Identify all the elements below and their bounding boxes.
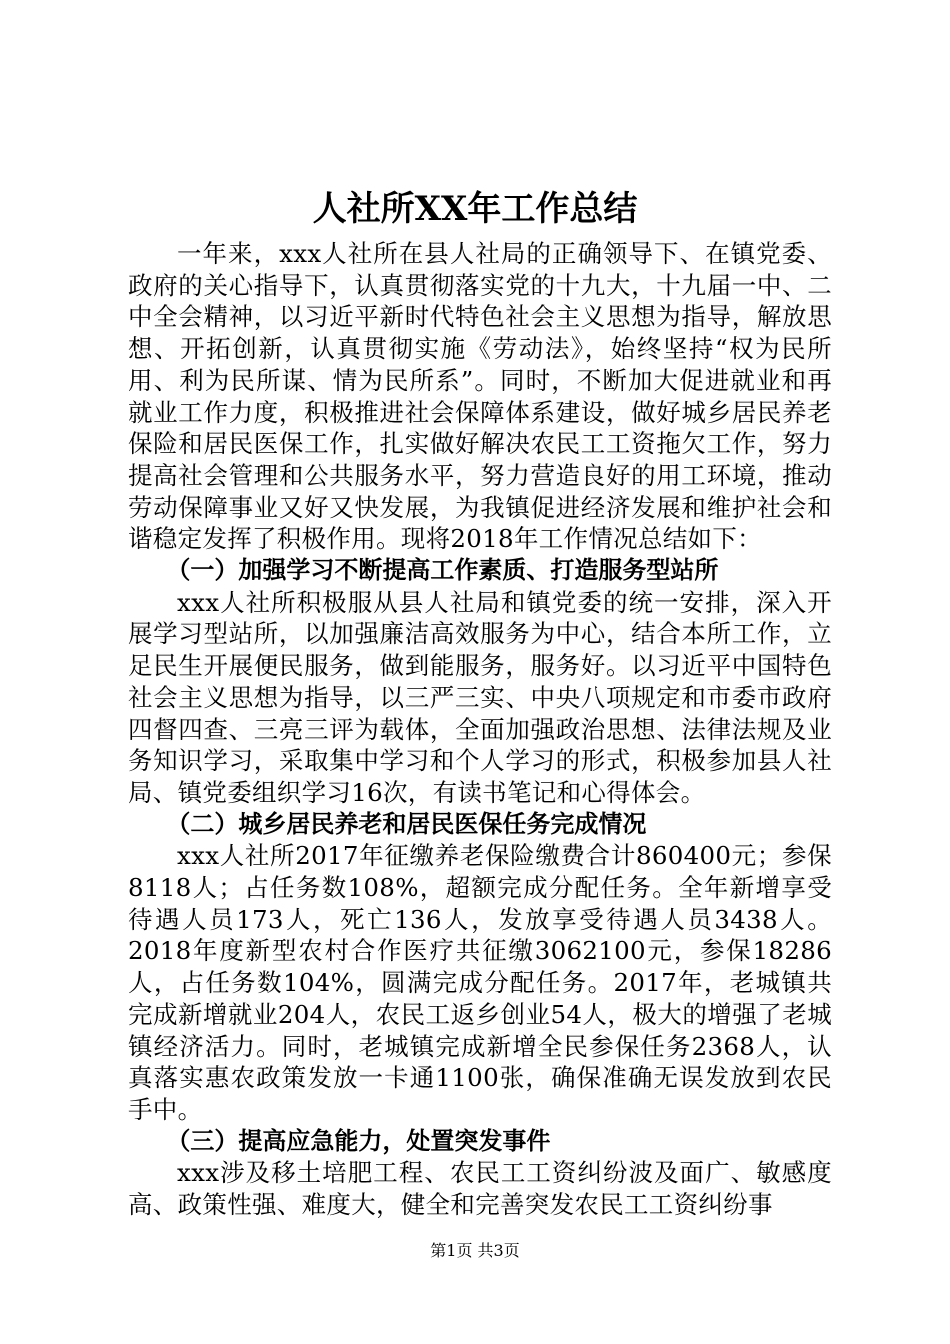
section-paragraph-1: xxx人社所积极服从县人社局和镇党委的统一安排，深入开展学习型站所，以加强廉洁高效服务为中心，结合本所工作，立足民生开展便民服务，做到能服务，服务好。以习近平中国特色社会主义思想为指导，以三严三实、中央八项规定和市委市政府四督四查、三亮三评为载体，全面加强政治思想、法律法规及业务知识学习，采取集中学习和个人学习的形式，积极参加县人社局、镇党委组织学习16次，有读书笔记和心得体会。 — [128, 587, 832, 807]
section-paragraph-2: xxx人社所2017年征缴养老保险缴费合计860400元；参保8118人；占任务数108%，超额完成分配任务。全年新增享受待遇人员173人，死亡136人，发放享受待遇人员3438人。2018年度新型农村合作医疗共征缴3062100元，参保18286人，占任务数104%，圆满完成分配任务。2017年，老城镇共完成新增就业204人，农民工返乡创业54人，极大的增强了老城镇经济活力。同时，老城镇完成新增全民参保任务2368人，认真落实惠农政策发放一卡通1100张，确保准确无误发放到农民手中。 — [128, 841, 832, 1124]
intro-paragraph: 一年来，xxx人社所在县人社局的正确领导下、在镇党委、政府的关心指导下，认真贯彻落实党的十九大，十九届一中、二中全会精神，以习近平新时代特色社会主义思想为指导，解放思想、开拓创新，认真贯彻实施《劳动法》，始终坚持“权为民所用、利为民所谋、情为民所系”。同时，不断加大促进就业和再就业工作力度，积极推进社会保障体系建设，做好城乡居民养老保险和居民医保工作，扎实做好解决农民工工资拖欠工作，努力提高社会管理和公共服务水平，努力营造良好的用工环境，推动劳动保障事业又好又快发展，为我镇促进经济发展和维护社会和谐稳定发挥了积极作用。现将2018年工作情况总结如下： — [128, 239, 833, 554]
page-footer: 第1页 共3页 — [430, 1241, 520, 1260]
document-title: 人社所XX年工作总结 — [312, 189, 638, 229]
section-paragraph-3: xxx涉及移土培肥工程、农民工工资纠纷波及面广、敏感度高、政策性强、难度大，健全和完善突发农民工工资纠纷事 — [128, 1158, 832, 1220]
section-heading-1: （一）加强学习不断提高工作素质、打造服务型站所 — [166, 556, 719, 585]
document-body — [128, 238, 832, 1221]
section-heading-2: （二）城乡居民养老和居民医保任务完成情况 — [166, 809, 647, 838]
section-heading-3: （三）提高应急能力，处置突发事件 — [166, 1126, 551, 1155]
